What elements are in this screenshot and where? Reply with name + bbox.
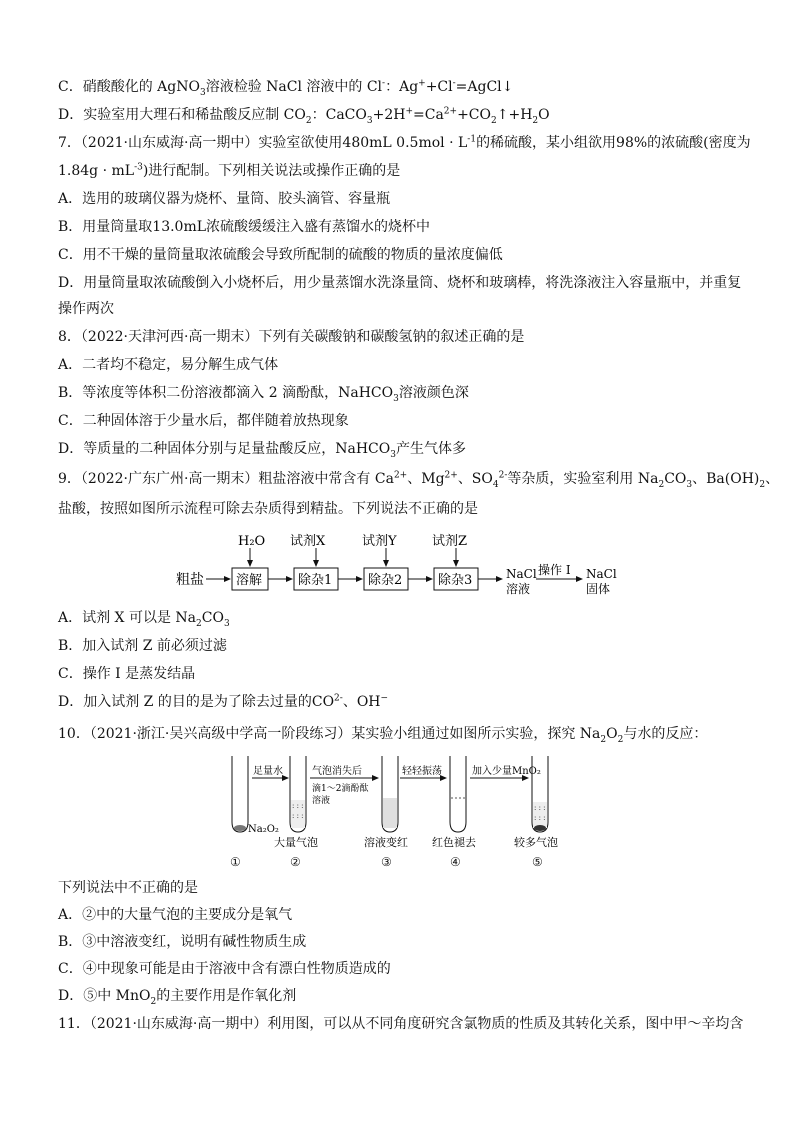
q9-option-d: D．加入试剂 Z 的目的是为了除去过量的$CO^{2-}$、OH− [58, 693, 389, 710]
q9-stem-line1: 9．（2022·广东广州·高一期末）粗盐溶液中常含有 $Ca^{2+}$、$Mg^{2+}$、$SO_4^{2-}$等杂质，实验室利用 $Na_2CO_3$、$Ba(OH)_2$、 [58, 470, 780, 490]
svg-text:: : :: : : : [292, 802, 304, 810]
q6-option-d: D．实验室用大理石和稀盐酸反应制 $CO_2$：$CaCO_3+2H^+=Ca^{2+}+CO_2↑+H_2O$ [58, 106, 550, 126]
q9-option-b: B．加入试剂 Z 前必须过滤 [58, 638, 227, 654]
q9-stem-line2: 盐酸，按照如图所示流程可除去杂质得到精盐。下列说法不正确的是 [58, 501, 478, 517]
q6-option-c: C．硝酸酸化的 AgNO$_3$溶液检验 NaCl 溶液中的 Cl-：Ag++Cl-=AgCl↓ [58, 78, 514, 98]
caption-3: 溶液变红 [364, 836, 408, 849]
flow-operation: 操作 I [538, 563, 571, 577]
q9-option-a: A．试剂 X 可以是 $Na_2CO_3$ [58, 610, 230, 629]
q8-option-d: D．等质量的二种固体分别与足量盐酸反应，NaHCO$_3$产生气体多 [58, 441, 466, 460]
q10-option-a: A．②中的大量气泡的主要成分是氧气 [58, 907, 293, 923]
flow-solution-l2: 溶液 [506, 582, 531, 596]
na2o2-label: Na₂O₂ [248, 824, 279, 835]
q8-stem: 8．（2022·天津河西·高一期末）下列有关碳酸钠和碳酸氢钠的叙述正确的是 [58, 329, 525, 345]
test-tube-1 [232, 756, 248, 832]
svg-text:: : :: : : : [292, 812, 304, 820]
arrow2-label-c: 溶液 [312, 796, 331, 806]
flow-solid-l2: 固体 [586, 582, 611, 596]
flow-step1: 溶解 [236, 573, 263, 588]
q10-test-tube-figure [220, 752, 580, 852]
arrow3-label: 轻轻振荡 [402, 766, 442, 777]
flow-solid-l1: NaCl [586, 567, 617, 581]
flow-step4: 除杂3 [438, 573, 473, 588]
flow-step2: 除杂1 [298, 573, 333, 588]
q7-stem-line2: $1.84g \cdot mL^{-3}$)进行配制。下列相关说法或操作正确的是 [58, 162, 401, 179]
arrow1-label: 足量水 [253, 766, 283, 777]
q10-option-b: B．③中溶液变红，说明有碱性物质生成 [58, 934, 307, 950]
caption-2: 大量气泡 [274, 836, 318, 849]
q8-option-b: B．等浓度等体积二份溶液都滴入 2 滴酚酞，NaHCO$_3$溶液颜色深 [58, 385, 469, 404]
q10-tube-number-3: ③ [381, 855, 392, 869]
flow-start-label: 粗盐 [176, 572, 204, 588]
q10-tube-number-2: ② [290, 855, 301, 869]
q7-option-d-line2: 操作两次 [58, 301, 114, 317]
flow-reagent-z: 试剂Z [432, 534, 468, 549]
flow-reagent-water: H₂O [238, 534, 266, 549]
q7-option-a: A．选用的玻璃仪器为烧杯、量筒、胶头滴管、容量瓶 [58, 191, 391, 207]
q10-tube-number-5: ⑤ [532, 855, 543, 869]
q10-tube-numbers: ① [230, 855, 241, 869]
q7-stem-line1: 7．（2021·山东威海·高一期中）实验室欲使用480mL $0.5mol \cdot L^{-1}$的稀硫酸，某小组欲用98%的浓硫酸(密度为 [58, 134, 751, 151]
q10-option-d: D．⑤中 MnO$_2$的主要作用是作氧化剂 [58, 988, 297, 1007]
q8-option-a: A．二者均不稳定，易分解生成气体 [58, 357, 279, 373]
flow-step3: 除杂2 [368, 573, 403, 588]
arrow2-label-b: 滴1～2滴酚酞 [312, 784, 369, 794]
q9-option-c: C．操作 I 是蒸发结晶 [58, 666, 196, 682]
q10-tube-number-4: ④ [450, 855, 461, 869]
test-tube-4 [450, 756, 466, 832]
q8-option-c: C．二种固体溶于少量水后，都伴随着放热现象 [58, 413, 349, 429]
q10-option-c: C．④中现象可能是由于溶液中含有漂白性物质造成的 [58, 961, 391, 977]
q7-option-d-line1: D．用量筒量取浓硫酸倒入小烧杯后，用少量蒸馏水洗涤量筒、烧杯和玻璃棒，将洗涤液注入容量瓶中，并重复 [58, 275, 742, 291]
q7-option-c: C．用不干燥的量筒量取浓硫酸会导致所配制的硫酸的物质的量浓度偏低 [58, 247, 503, 263]
flow-reagent-y: 试剂Y [362, 534, 397, 549]
caption-4: 红色褪去 [432, 836, 476, 849]
q10-intro: 下列说法中不正确的是 [58, 880, 198, 896]
flow-solution-l1: NaCl [506, 567, 537, 581]
arrow2-label-a: 气泡消失后 [312, 766, 362, 777]
test-tube-2 [290, 756, 306, 832]
test-tube-3 [382, 756, 398, 832]
svg-text:: : :: : : : [534, 814, 546, 822]
q7-option-b: B．用量筒量取13.0mL浓硫酸缓缓注入盛有蒸馏水的烧杯中 [58, 219, 431, 235]
q11-stem: 11．（2021·山东威海·高一期中）利用图，可以从不同角度研究含氯物质的性质及其转化关系，图中甲～辛均含 [58, 1016, 744, 1032]
svg-text:: : :: : : : [534, 804, 546, 812]
caption-5: 较多气泡 [514, 836, 558, 849]
arrow4-label: 加入少量MnO₂ [472, 766, 541, 777]
flow-reagent-x: 试剂X [290, 534, 326, 549]
q10-stem: 10．（2021·浙江·吴兴高级中学高一阶段练习）某实验小组通过如图所示实验，探究 $Na_2O_2$与水的反应： [58, 726, 708, 745]
q9-flow-diagram [170, 528, 630, 600]
